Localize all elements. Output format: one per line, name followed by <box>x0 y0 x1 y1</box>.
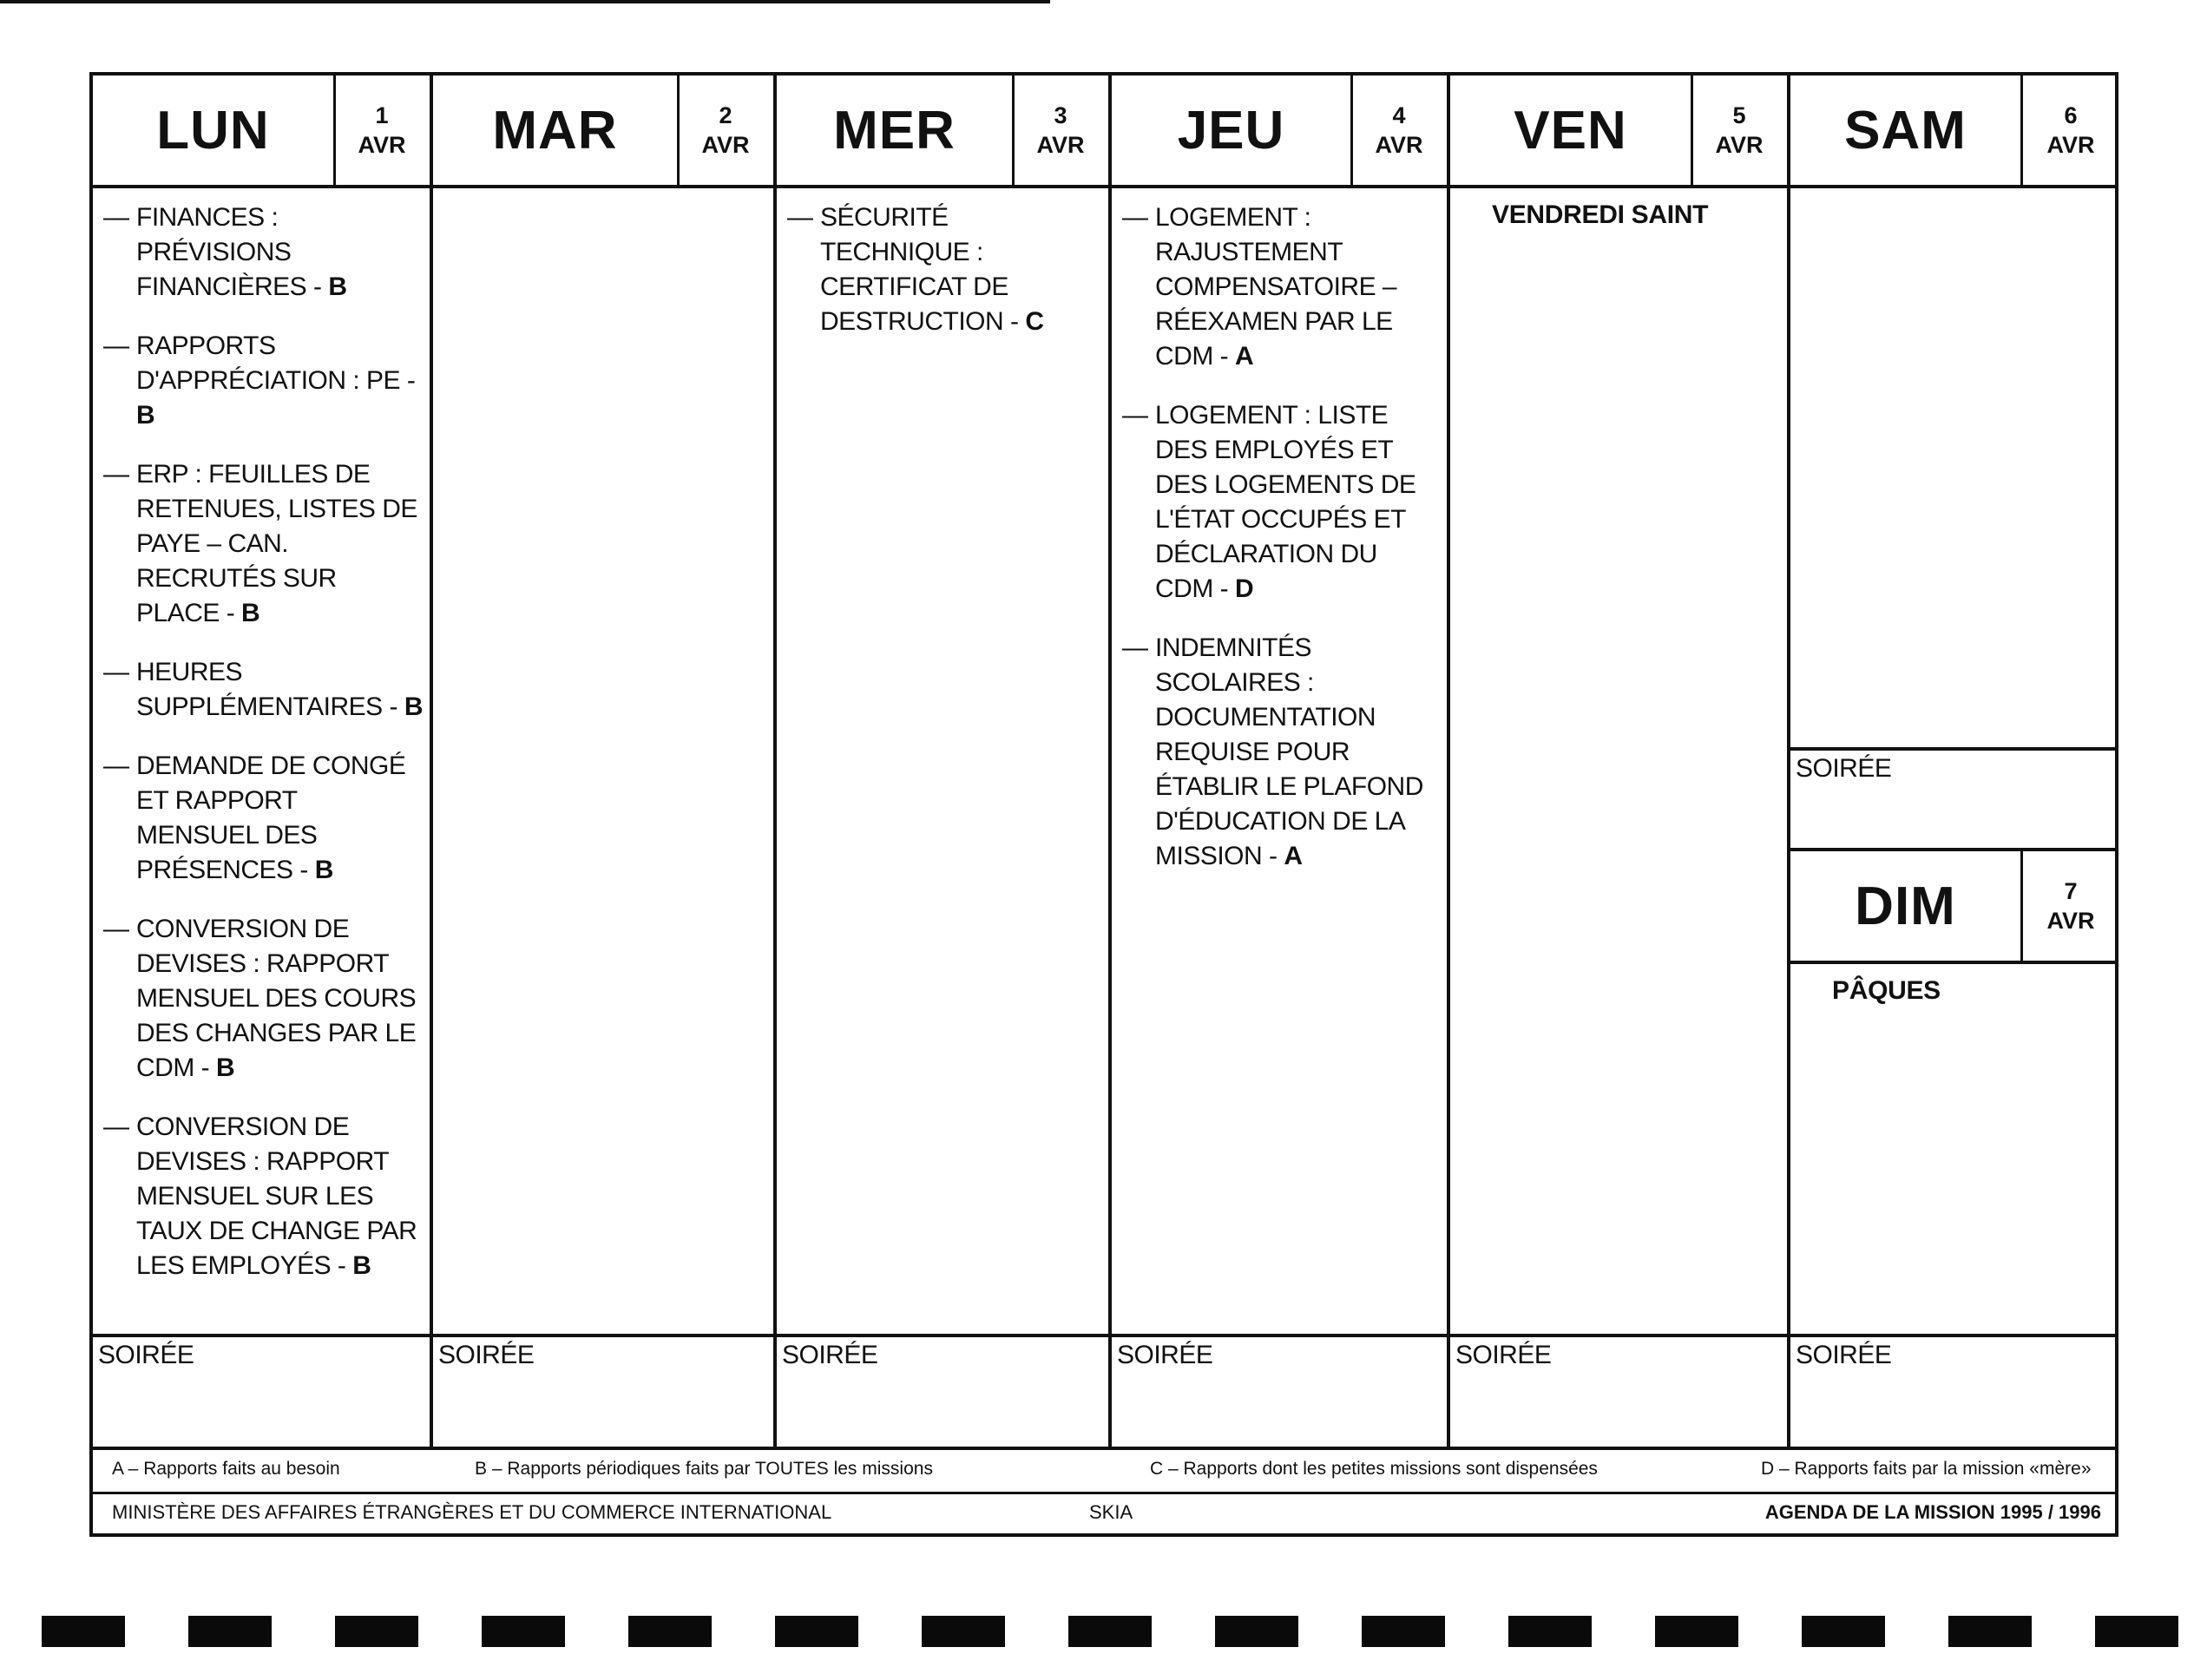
binding-mark <box>1362 1616 1445 1647</box>
column-tuesday <box>433 75 777 1447</box>
evening-label: SOIRÉE <box>1796 754 1892 783</box>
legend-row <box>93 1447 2115 1492</box>
dash-bullet: — <box>1122 633 1148 662</box>
report-code: C <box>1025 307 1044 336</box>
day-name-thursday: JEU <box>1112 75 1353 185</box>
footer-agenda-title: AGENDA DE LA MISSION 1995 / 1996 <box>1764 1501 2101 1523</box>
header-friday <box>1450 75 1787 188</box>
day-date-friday <box>1691 75 1787 185</box>
day-number: 7 <box>2064 878 2078 904</box>
weekly-agenda-page <box>89 72 2118 1537</box>
evening-label: SOIRÉE <box>782 1341 878 1369</box>
dash-bullet: — <box>103 658 129 686</box>
day-month: AVR <box>701 132 750 158</box>
report-code: A <box>1284 842 1303 870</box>
report-code: B <box>314 856 333 884</box>
day-date-sunday <box>2026 851 2115 961</box>
report-code: B <box>136 401 155 430</box>
dash-bullet: — <box>103 203 129 232</box>
task-text: RAPPORTS D'APPRÉCIATION : PE - <box>136 331 416 395</box>
task-item <box>1119 200 1440 374</box>
body-wednesday <box>777 188 1108 1334</box>
header-monday <box>93 75 430 188</box>
evening-label: SOIRÉE <box>1117 1341 1213 1369</box>
report-code: D <box>1234 574 1254 603</box>
column-thursday <box>1112 75 1450 1447</box>
day-number: 6 <box>2064 102 2078 128</box>
task-item <box>100 655 423 725</box>
task-text: CONVERSION DE DEVISES : RAPPORT MENSUEL SUR LES TAUX DE CHANGE PAR LES EMPLOYÉS - <box>136 1112 417 1280</box>
day-number: 5 <box>1732 102 1746 128</box>
header-saturday <box>1790 75 2115 188</box>
day-month: AVR <box>358 132 406 158</box>
body-friday <box>1450 188 1787 1334</box>
report-code: B <box>404 692 424 721</box>
footer-ministry: MINISTÈRE DES AFFAIRES ÉTRANGÈRES ET DU COMMERCE INTERNATIONAL <box>112 1501 832 1523</box>
report-code: B <box>241 599 260 627</box>
task-item <box>100 200 423 305</box>
legend-b: B – Rapports périodiques faits par TOUTES les missions <box>475 1459 933 1479</box>
dash-bullet: — <box>103 751 129 780</box>
holiday-note-friday: VENDREDI SAINT <box>1492 200 1709 229</box>
task-text: LOGEMENT : RAJUSTEMENT COMPENSATOIRE – RÉEXAMEN PAR LE CDM - <box>1155 203 1397 371</box>
day-name-saturday: SAM <box>1790 75 2023 185</box>
day-month: AVR <box>1036 132 1085 158</box>
binding-marks <box>42 1616 2191 1650</box>
evening-monday <box>93 1334 430 1447</box>
task-list-monday <box>93 188 430 1283</box>
column-friday <box>1450 75 1790 1447</box>
day-date-saturday <box>2026 75 2115 185</box>
day-name-wednesday: MER <box>777 75 1015 185</box>
task-text: CONVERSION DE DEVISES : RAPPORT MENSUEL DES COURS DES CHANGES PAR LE CDM - <box>136 915 417 1082</box>
body-sunday <box>1790 964 2115 1334</box>
column-weekend <box>1790 75 2115 1447</box>
holiday-note-sunday: PÂQUES <box>1832 976 1941 1005</box>
column-monday <box>93 75 433 1447</box>
binding-mark <box>1948 1616 2032 1647</box>
day-month: AVR <box>2046 908 2095 934</box>
binding-mark <box>1655 1616 1738 1647</box>
task-item <box>100 457 423 631</box>
task-item <box>100 329 423 433</box>
evening-saturday <box>1790 747 2115 851</box>
task-list-wednesday <box>777 188 1108 339</box>
body-thursday <box>1112 188 1447 1334</box>
body-monday <box>93 188 430 1334</box>
task-list-thursday <box>1112 188 1447 874</box>
day-name-tuesday: MAR <box>433 75 680 185</box>
task-text: HEURES SUPPLÉMENTAIRES - <box>136 658 404 721</box>
evening-label: SOIRÉE <box>1455 1341 1552 1369</box>
binding-mark <box>188 1616 272 1647</box>
binding-mark <box>1215 1616 1298 1647</box>
header-wednesday <box>777 75 1108 188</box>
binding-mark <box>42 1616 125 1647</box>
binding-mark <box>1508 1616 1592 1647</box>
task-text: ERP : FEUILLES DE RETENUES, LISTES DE PAYE – CAN. RECRUTÉS SUR PLACE - <box>136 460 417 627</box>
day-name-monday: LUN <box>93 75 336 185</box>
top-border-line <box>0 0 1050 3</box>
report-code: B <box>215 1053 235 1082</box>
binding-mark <box>1802 1616 1885 1647</box>
day-month: AVR <box>1715 132 1764 158</box>
header-tuesday <box>433 75 773 188</box>
day-date-thursday <box>1351 75 1447 185</box>
binding-mark <box>1068 1616 1152 1647</box>
legend-d: D – Rapports faits par la mission «mère» <box>1761 1459 2092 1479</box>
header-thursday <box>1112 75 1447 188</box>
evening-wednesday <box>777 1334 1108 1447</box>
task-item <box>100 749 423 888</box>
day-number: 2 <box>719 102 732 128</box>
column-wednesday <box>777 75 1112 1447</box>
day-name-sunday: DIM <box>1790 851 2023 961</box>
binding-mark <box>482 1616 565 1647</box>
evening-label: SOIRÉE <box>1796 1341 1892 1369</box>
day-date-tuesday <box>678 75 773 185</box>
footer-row <box>93 1492 2115 1533</box>
day-date-monday <box>334 75 430 185</box>
dash-bullet: — <box>103 915 129 943</box>
day-month: AVR <box>2046 132 2095 158</box>
task-item <box>100 912 423 1086</box>
dash-bullet: — <box>1122 203 1148 232</box>
evening-thursday <box>1112 1334 1447 1447</box>
dash-bullet: — <box>787 203 813 232</box>
dash-bullet: — <box>103 331 129 360</box>
task-text: SÉCURITÉ TECHNIQUE : CERTIFICAT DE DESTRUCTION - <box>820 203 1026 336</box>
day-name-friday: VEN <box>1450 75 1693 185</box>
report-code: B <box>352 1251 371 1280</box>
legend-c: C – Rapports dont les petites missions sont dispensées <box>1150 1459 1598 1479</box>
task-text: LOGEMENT : LISTE DES EMPLOYÉS ET DES LOGEMENTS DE L'ÉTAT OCCUPÉS ET DÉCLARATION DU CDM - <box>1155 401 1416 603</box>
binding-mark <box>335 1616 418 1647</box>
dash-bullet: — <box>103 460 129 489</box>
report-code: A <box>1234 342 1254 371</box>
body-saturday <box>1790 188 2115 747</box>
evening-tuesday <box>433 1334 773 1447</box>
day-number: 1 <box>375 102 389 128</box>
day-number: 4 <box>1392 102 1406 128</box>
report-code: B <box>328 272 347 301</box>
task-item <box>100 1110 423 1283</box>
task-item <box>784 200 1101 339</box>
task-text: DEMANDE DE CONGÉ ET RAPPORT MENSUEL DES PRÉSENCES - <box>136 751 406 884</box>
day-month: AVR <box>1375 132 1423 158</box>
evening-label: SOIRÉE <box>98 1341 194 1369</box>
binding-mark <box>775 1616 858 1647</box>
header-sunday <box>1790 851 2115 964</box>
dash-bullet: — <box>103 1112 129 1141</box>
body-tuesday <box>433 188 773 1334</box>
task-text: FINANCES : PRÉVISIONS FINANCIÈRES - <box>136 203 329 301</box>
binding-mark <box>2095 1616 2178 1647</box>
day-date-wednesday <box>1013 75 1108 185</box>
evening-sunday <box>1790 1334 2115 1447</box>
evening-friday <box>1450 1334 1787 1447</box>
dash-bullet: — <box>1122 401 1148 430</box>
binding-mark <box>628 1616 712 1647</box>
binding-mark <box>922 1616 1005 1647</box>
evening-label: SOIRÉE <box>438 1341 535 1369</box>
footer-code: SKIA <box>1089 1501 1133 1523</box>
legend-a: A – Rapports faits au besoin <box>112 1459 340 1479</box>
task-item <box>1119 398 1440 607</box>
task-text: INDEMNITÉS SCOLAIRES : DOCUMENTATION REQUISE POUR ÉTABLIR LE PLAFOND D'ÉDUCATION DE LA MISSION - <box>1155 633 1423 870</box>
task-item <box>1119 631 1440 874</box>
day-number: 3 <box>1054 102 1067 128</box>
